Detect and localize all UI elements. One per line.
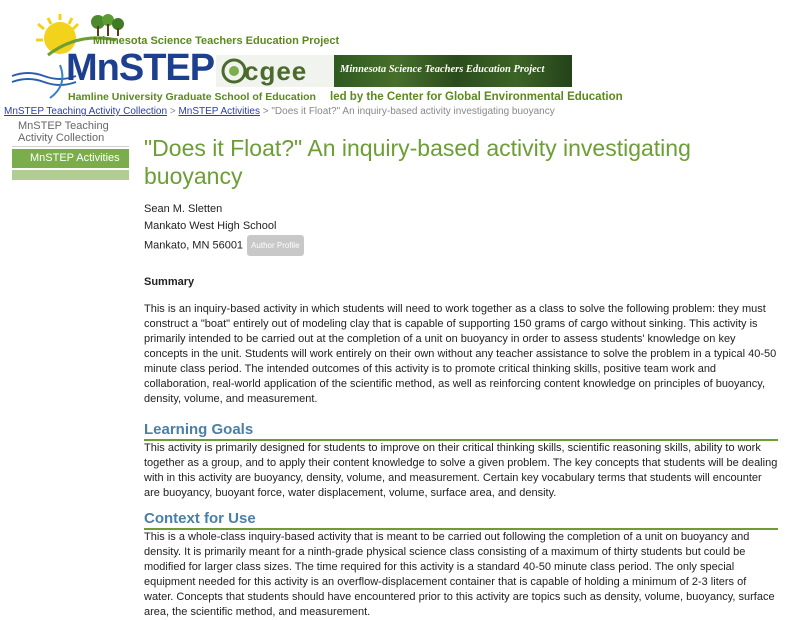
learning-goals-text: This activity is primarily designed for students to improve on their critical thinking skills, scientific reasoning skills, ability to work together as a group, and to apply their content knowledge to solve a given problem. The key concepts that students will be dealing with in this activity are buoyancy, density, volume, and measurement. Certain key vocabulary terms that students will encounter are buoyancy, buoyant force, water displacement, volume, surface area, and density. (144, 442, 778, 499)
context-for-use-heading: Context for Use (144, 510, 778, 530)
summary-heading: Summary (144, 276, 195, 288)
breadcrumb-separator: > (167, 106, 179, 117)
breadcrumb-link-activities[interactable]: MnSTEP Activities (178, 106, 260, 117)
logo-title[interactable]: MnSTEP (66, 47, 215, 89)
logo-tagline: Minnesota Science Teachers Education Project (93, 35, 340, 47)
cgee-logo: cgee (244, 56, 308, 86)
author-location: Mankato, MN 56001 (144, 239, 244, 252)
breadcrumb (4, 106, 555, 117)
author-school: Mankato West High School (144, 220, 277, 232)
page-title: "Does it Float?" An inquiry-based activity investigating buoyancy (144, 135, 691, 189)
author-location-row (144, 235, 778, 256)
cgee-banner-text: Minnesota Science Teachers Education Project (340, 64, 545, 75)
author-block (144, 201, 778, 256)
sidebar-nav (12, 118, 129, 180)
sidebar-item-collection[interactable]: MnSTEP Teaching Activity Collection (12, 118, 129, 147)
logo-subtitle: Hamline University Graduate School of Education (68, 91, 316, 103)
breadcrumb-link-collection[interactable]: MnSTEP Teaching Activity Collection (4, 106, 168, 117)
author-profile-button[interactable]: Author Profile (247, 235, 303, 256)
sidebar-divider (12, 170, 129, 180)
main-content (144, 134, 778, 620)
summary-text: This is an inquiry-based activity in which students will need to work together as a class to solve the following problem: they must construct a "boat" entirely out of modeling clay that is capable of supporting 150 grams of cargo without sinking. This activity is primarily intended to be carried out at the completion of a unit on buoyancy in order to assess students' knowledge on key concepts in the unit. Students will work entirely on their own without any teacher assistance to solve the problem in a typical 40-50 minute class period. The intended outcomes of this activity is to promote critical thinking skills, positive team work and collaboration, real-world application of the scientific method, as well as reinforcing content knowledge on principles of buoyancy, density, volume, and measurement. (144, 303, 777, 405)
sidebar-item-activities[interactable]: MnSTEP Activities (12, 149, 129, 168)
context-for-use-text: This is a whole-class inquiry-based activity that is meant to be carried out following the completion of a unit on buoyancy and density. It is primarily meant for a ninth-grade physical science class consisting of a maximum of thirty students but could be modified for larger class sizes. The time required for this activity is a standard 40-50 minute class period. The only special equipment needed for this activity is an overflow-displacement container that is capable of holding a minimum of 2-3 liters of water. Concepts that students should have encountered prior to this activity are topics such as density, volume, buoyancy, surface area, the scientific method, and measurement. (144, 531, 775, 618)
breadcrumb-current: "Does it Float?" An inquiry-based activity investigating buoyancy (271, 106, 555, 117)
learning-goals-heading: Learning Goals (144, 421, 778, 441)
breadcrumb-separator: > (259, 106, 272, 117)
led-by-text: led by the Center for Global Environmental Education (330, 91, 623, 103)
author-name: Sean M. Sletten (144, 203, 223, 215)
site-header (0, 0, 800, 106)
